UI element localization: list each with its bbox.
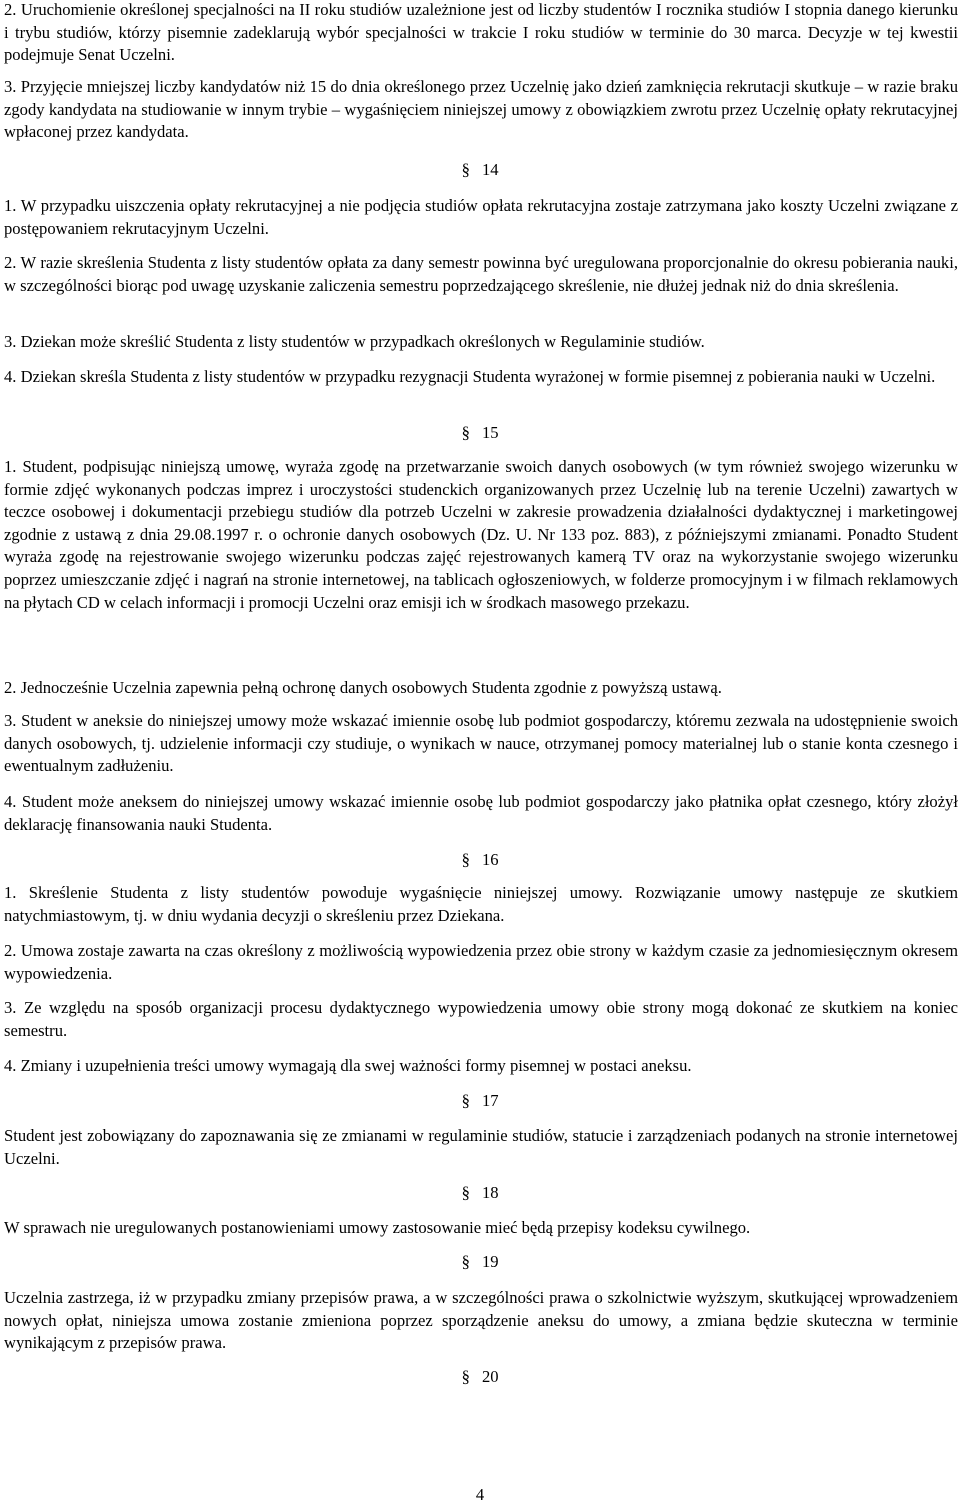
paragraph-14-3: 3. Dziekan może skreślić Studenta z listy studentów w przypadkach określonych w Regulaminie studiów. [4,332,705,351]
paragraph-15-3: 3. Student w aneksie do niniejszej umowy może wskazać imiennie osobę lub podmiot gospodarczy, któremu zezwala na udostępnienie swoich danych osobowych, tj. udzielenie informacji czy studiuje, o wynikach w nauce, otrzymanej pomocy materialnej lub o stanie konta czesnego i ewentualnym zadłużeniu. [4,711,958,776]
paragraph-13-2: 2. Uruchomienie określonej specjalności na II roku studiów uzależnione jest od liczby studentów I rocznika studiów I stopnia danego kierunku i trybu studiów, którzy pisemnie zadeklarują wybór specjalności w trakcie I roku studiów w terminie do 30 marca. Decyzje w tej kwestii podejmuje Senat Uczelni. [4,0,958,65]
paragraph-16-3: 3. Ze względu na sposób organizacji procesu dydaktycznego wypowiedzenia umowy obie strony mogą dokonać ze skutkiem na koniec semestru. [4,998,958,1040]
paragraph-16-2: 2. Umowa zostaje zawarta na czas określony z możliwością wypowiedzenia przez obie strony w każdym czasie za jednomiesięcznym okresem wypowiedzenia. [4,941,958,983]
paragraph-15-4: 4. Student może aneksem do niniejszej umowy wskazać imiennie osobę lub podmiot gospodarczy jako płatnika opłat czesnego, który złożył deklarację finansowania nauki Studenta. [4,792,958,834]
section-number: 15 [481,423,499,442]
section-sign-icon: § [461,160,470,179]
paragraph-14-2: 2. W razie skreślenia Studenta z listy studentów opłata za dany semestr powinna być uregulowana proporcjonalnie do okresu pobierania nauki, w szczególności biorąc pod uwagę uzyskanie zaliczenia semestru poprzedzającego skreślenie, nie dłużej jednak niż do dnia skreślenia. [4,253,958,295]
paragraph-14-1: 1. W przypadku uiszczenia opłaty rekrutacyjnej a nie podjęcia studiów opłata rekrutacyjna zostaje zatrzymana jako koszty Uczelni związane z postępowaniem rekrutacyjnym Uczelni. [4,196,958,238]
section-number: 18 [481,1183,499,1202]
section-heading-18 [0,1182,960,1204]
paragraph-19: Uczelnia zastrzega, iż w przypadku zmiany przepisów prawa, a w szczególności prawa o szkolnictwie wyższym, skutkującej wprowadzeniem nowych opłat, niniejsza umowa zostanie zmieniona poprzez sporządzenie aneksu do umowy, a zmiana będzie skuteczna w terminie wynikającym z przepisów prawa. [4,1288,958,1353]
section-sign-icon: § [461,1252,470,1271]
section-heading-16 [0,849,960,871]
section-number: 17 [481,1091,499,1110]
section-heading-17 [0,1090,960,1112]
section-heading-20 [0,1366,960,1388]
paragraph-14-4: 4. Dziekan skreśla Studenta z listy studentów w przypadku rezygnacji Studenta wyrażonej w formie pisemnej z pobierania nauki w Uczelni. [4,367,936,386]
section-heading-19 [0,1251,960,1273]
section-number: 14 [481,160,499,179]
paragraph-16-4: 4. Zmiany i uzupełnienia treści umowy wymagają dla swej ważności formy pisemnej w postaci aneksu. [4,1056,692,1075]
paragraph-18: W sprawach nie uregulowanych postanowieniami umowy zastosowanie mieć będą przepisy kodeksu cywilnego. [4,1218,751,1237]
paragraph-16-1: 1. Skreślenie Studenta z listy studentów powoduje wygaśnięcie niniejszej umowy. Rozwiązanie umowy następuje ze skutkiem natychmiastowym, tj. w dniu wydania decyzji o skreśleniu przez Dziekana. [4,883,958,925]
section-sign-icon: § [461,850,470,869]
section-sign-icon: § [461,1091,470,1110]
paragraph-15-1: 1. Student, podpisując niniejszą umowę, wyraża zgodę na przetwarzanie swoich danych osobowych (w tym również swojego wizerunku w formie zdjęć wykonanych podczas imprez i uroczystości studenckich organizowanych przez Uczelnię lub na terenie Uczelni) zawartych w teczce osobowej i dokumentacji przebiegu studiów dla potrzeb Uczelni w zakresie prowadzenia działalności dydaktycznej i marketingowej zgodnie z ustawą z dnia 29.08.1997 r. o ochronie danych osobowych (Dz. U. Nr 133 poz. 883), z późniejszymi zmianami. Ponadto Student wyraża zgodę na rejestrowanie swojego wizerunku podczas zajęć rejestrowanych kamerą TV oraz na wykorzystanie swojego wizerunku poprzez umieszczanie zdjęć i nagrań na stronie internetowej, na tablicach ogłoszeniowych, w folderze promocyjnym i w filmach reklamowych na płytach CD w celach informacji i promocji Uczelni oraz emisji ich w środkach masowego przekazu. [4,457,958,612]
paragraph-17: Student jest zobowiązany do zapoznawania się ze zmianami w regulaminie studiów, statucie i zarządzeniach podanych na stronie internetowej Uczelni. [4,1126,958,1168]
section-heading-14 [0,159,960,181]
section-sign-icon: § [461,1183,470,1202]
paragraph-15-2: 2. Jednocześnie Uczelnia zapewnia pełną ochronę danych osobowych Studenta zgodnie z powyższą ustawą. [4,678,722,697]
section-sign-icon: § [461,1367,470,1386]
section-number: 19 [481,1252,499,1271]
section-heading-15 [0,422,960,444]
section-number: 16 [481,850,499,869]
section-number: 20 [481,1367,499,1386]
page-number: 4 [475,1485,485,1504]
paragraph-13-3: 3. Przyjęcie mniejszej liczby kandydatów niż 15 do dnia określonego przez Uczelnię jako dzień zamknięcia rekrutacji skutkuje – w razie braku zgody kandydata na studiowanie w innym trybie – wygaśnięciem niniejszej umowy z obowiązkiem zwrotu przez Uczelnię opłaty rekrutacyjnej wpłaconej przez kandydata. [4,77,958,142]
section-sign-icon: § [461,423,470,442]
